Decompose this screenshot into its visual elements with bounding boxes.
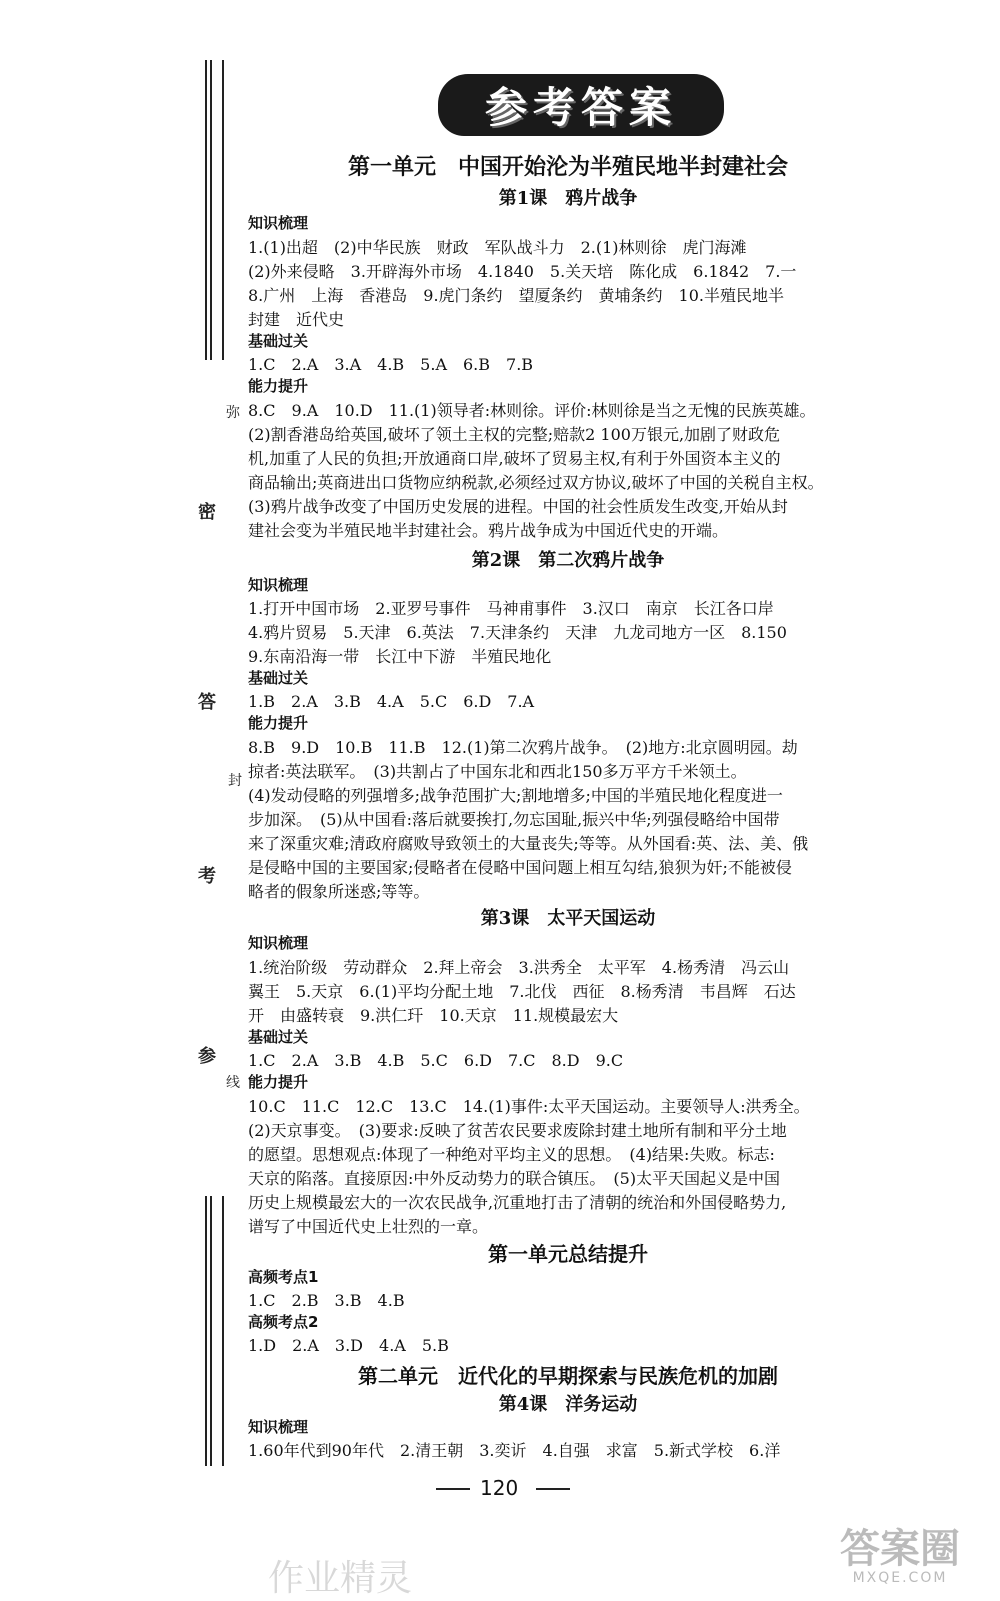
binding-line bbox=[205, 1196, 207, 1466]
binding-line bbox=[210, 60, 212, 360]
answer-line: (2)割香港岛给英国,破坏了领土主权的完整;赔款2 100万银元,加剧了财政危 bbox=[248, 425, 781, 444]
binding-label: 答 bbox=[198, 692, 216, 713]
answer-line: 8.广州 上海 香港岛 9.虎门条约 望厦条约 黄埔条约 10.半殖民地半 bbox=[248, 286, 784, 305]
section-heading: 知识梳理 bbox=[248, 214, 309, 232]
answer-line: 开 由盛转衰 9.洪仁玕 10.天京 11.规模最宏大 bbox=[248, 1006, 619, 1025]
answer-line: 8.C 9.A 10.D 11.(1)领导者:林则徐。评价:林则徐是当之无愧的民族英雄。 bbox=[248, 401, 816, 420]
answer-line: 历史上规模最宏大的一次农民战争,沉重地打击了清朝的统治和外国侵略势力, bbox=[248, 1193, 787, 1212]
answer-line: 8.B 9.D 10.B 11.B 12.(1)第二次鸦片战争。 (2)地方:北京圆明园。劫 bbox=[248, 738, 798, 757]
section-heading: 能力提升 bbox=[248, 714, 309, 732]
section-heading: 基础过关 bbox=[248, 669, 309, 687]
lesson-title: 第2课 第二次鸦片战争 bbox=[471, 550, 665, 571]
answer-line: 步加深。 (5)从中国看:落后就要挨打,勿忘国耻,振兴中华;列强侵略给中国带 bbox=[248, 810, 780, 829]
answer-line: (4)发动侵略的列强增多;战争范围扩大;割地增多;中国的半殖民地化程度进一 bbox=[248, 786, 783, 805]
unit-summary-title: 第一单元总结提升 bbox=[488, 1242, 648, 1266]
answer-line: (2)天京事变。 (3)要求:反映了贫苦农民要求废除封建土地所有制和平分土地 bbox=[248, 1121, 787, 1140]
section-heading: 知识梳理 bbox=[248, 1418, 309, 1436]
answer-line: 1.统治阶级 劳动群众 2.拜上帝会 3.洪秀全 太平军 4.杨秀清 冯云山 bbox=[248, 958, 790, 977]
binding-label: 弥 bbox=[226, 405, 240, 421]
section-heading: 高频考点1 bbox=[248, 1268, 319, 1286]
answer-line: 1.(1)出超 (2)中华民族 财政 军队战斗力 2.(1)林则徐 虎门海滩 bbox=[248, 238, 747, 257]
answer-line: 机,加重了人民的负担;开放通商口岸,破坏了贸易主权,有利于外国资本主义的 bbox=[248, 449, 781, 468]
answer-line: 来了深重灾难;清政府腐败导致领土的大量丧失;等等。从外国看:英、法、美、俄 bbox=[248, 834, 809, 853]
section-heading: 基础过关 bbox=[248, 332, 309, 350]
binding-margin bbox=[0, 0, 250, 1600]
lesson-title: 第1课 鸦片战争 bbox=[498, 188, 638, 209]
answer-banner bbox=[438, 74, 724, 136]
binding-label: 封 bbox=[228, 773, 242, 789]
banner-title: 参考答案 bbox=[484, 83, 677, 132]
answer-line: 是侵略中国的主要国家;侵略者在侵略中国问题上相互勾结,狼狈为奸;不能被侵 bbox=[248, 858, 792, 877]
answer-line: 略者的假象所迷惑;等等。 bbox=[248, 882, 430, 901]
binding-line bbox=[222, 1196, 224, 1466]
answer-line: 谱写了中国近代史上壮烈的一章。 bbox=[248, 1217, 489, 1236]
answer-line: (2)外来侵略 3.开辟海外市场 4.1840 5.关天培 陈化成 6.1842 7.一 bbox=[248, 262, 797, 281]
section-heading: 能力提升 bbox=[248, 1073, 309, 1091]
answer-line: 1.C 2.A 3.A 4.B 5.A 6.B 7.B bbox=[248, 355, 534, 374]
section-heading: 知识梳理 bbox=[248, 934, 309, 952]
answer-line: 9.东南沿海一带 长江中下游 半殖民地化 bbox=[248, 647, 552, 666]
section-heading: 能力提升 bbox=[248, 377, 309, 395]
answer-line: 1.B 2.A 3.B 4.A 5.C 6.D 7.A bbox=[248, 692, 535, 711]
answer-line: 4.鸦片贸易 5.天津 6.英法 7.天津条约 天津 九龙司地方一区 8.150 bbox=[248, 623, 787, 642]
section-heading: 基础过关 bbox=[248, 1028, 309, 1046]
watermark-logo bbox=[822, 1528, 978, 1596]
section-heading: 知识梳理 bbox=[248, 576, 309, 594]
binding-label: 参 bbox=[198, 1046, 216, 1067]
answer-line: 商品输出;英商进出口货物应纳税款,必须经过双方协议,破坏了中国的关税自主权。 bbox=[248, 473, 824, 492]
page-number-dash bbox=[436, 1488, 470, 1490]
binding-label: 考 bbox=[198, 866, 216, 887]
section-heading: 高频考点2 bbox=[248, 1313, 319, 1331]
answer-line: 1.D 2.A 3.D 4.A 5.B bbox=[248, 1336, 449, 1355]
watermark-logo-text: 答案圈 bbox=[840, 1526, 960, 1572]
binding-line bbox=[222, 60, 224, 360]
binding-line bbox=[205, 60, 207, 360]
lesson-title: 第4课 洋务运动 bbox=[498, 1394, 638, 1415]
page-number: 120 bbox=[480, 1476, 519, 1500]
answer-line: 1.C 2.A 3.B 4.B 5.C 6.D 7.C 8.D 9.C bbox=[248, 1051, 624, 1070]
watermark-url: MXQE.COM bbox=[852, 1570, 948, 1586]
unit-title: 第二单元 近代化的早期探索与民族危机的加剧 bbox=[358, 1364, 778, 1388]
answer-line: 1.C 2.B 3.B 4.B bbox=[248, 1291, 405, 1310]
answer-line: 1.60年代到90年代 2.清王朝 3.奕䜣 4.自强 求富 5.新式学校 6.洋 bbox=[248, 1441, 781, 1460]
answer-line: 1.打开中国市场 2.亚罗号事件 马神甫事件 3.汉口 南京 长江各口岸 bbox=[248, 599, 774, 618]
page-number-dash bbox=[536, 1488, 570, 1490]
binding-label: 线 bbox=[226, 1075, 240, 1091]
answer-line: 建社会变为半殖民地半封建社会。鸦片战争成为中国近代史的开端。 bbox=[248, 521, 729, 540]
answer-line: (3)鸦片战争改变了中国历史发展的进程。中国的社会性质发生改变,开始从封 bbox=[248, 497, 788, 516]
answer-line: 10.C 11.C 12.C 13.C 14.(1)事件:太平天国运动。主要领导人:洪秀全。 bbox=[248, 1097, 810, 1116]
lesson-title: 第3课 太平天国运动 bbox=[480, 908, 656, 929]
answer-line: 翼王 5.天京 6.(1)平均分配土地 7.北伐 西征 8.杨秀清 韦昌辉 石达 bbox=[248, 982, 796, 1001]
binding-label: 密 bbox=[198, 502, 216, 523]
answer-line: 掠者:英法联军。 (3)共割占了中国东北和西北150多万平方千米领土。 bbox=[248, 762, 747, 781]
binding-line bbox=[210, 1196, 212, 1466]
answer-line: 封建 近代史 bbox=[248, 310, 345, 329]
watermark-left: 作业精灵 bbox=[268, 1558, 413, 1599]
answer-line: 的愿望。思想观点:体现了一种绝对平均主义的思想。 (4)结果:失败。标志: bbox=[248, 1145, 775, 1164]
unit-title: 第一单元 中国开始沦为半殖民地半封建社会 bbox=[347, 154, 788, 180]
answer-line: 天京的陷落。直接原因:中外反动势力的联合镇压。 (5)太平天国起义是中国 bbox=[248, 1169, 781, 1188]
